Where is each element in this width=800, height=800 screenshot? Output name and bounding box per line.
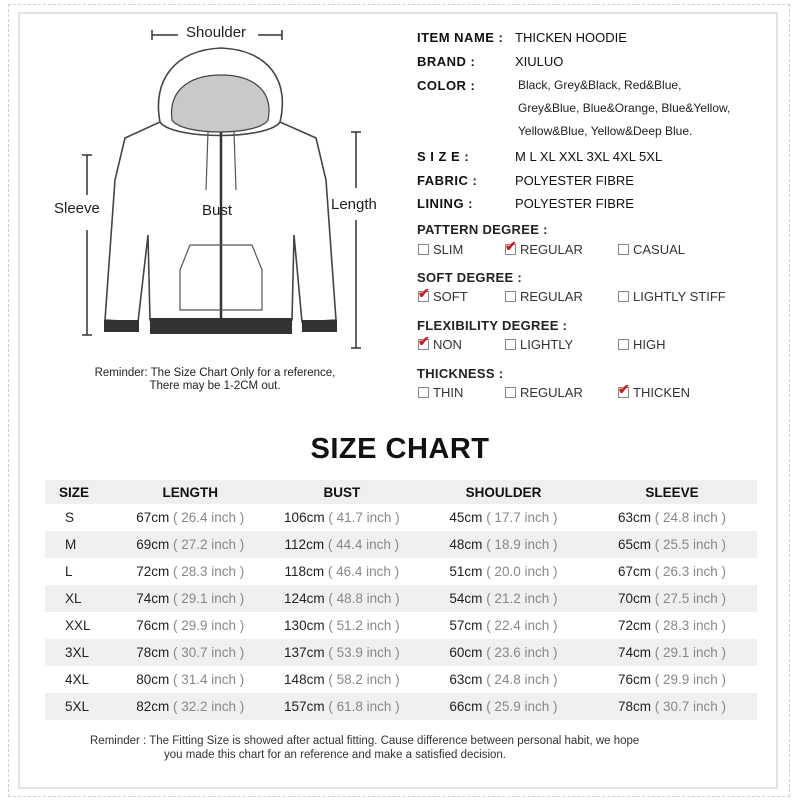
length-cell — [117, 612, 264, 639]
shoulder-cell — [420, 693, 587, 720]
cm-value: 45cm — [449, 510, 483, 525]
soft-option-selected — [418, 285, 468, 304]
table-row — [45, 639, 757, 666]
size-cell: XL — [45, 585, 117, 612]
flex-option — [618, 337, 666, 352]
length-cell — [117, 504, 264, 531]
size-chart-title: SIZE CHART — [310, 433, 490, 465]
spec-key: ITEM NAME : — [417, 30, 504, 45]
inch-value: ( 29.1 inch ) — [654, 645, 727, 660]
thick-option — [418, 385, 463, 400]
option-label: NON — [433, 337, 462, 352]
cm-value: 60cm — [449, 645, 483, 660]
cm-value: 72cm — [136, 564, 170, 579]
option-label: SLIM — [433, 242, 464, 257]
header-length: LENGTH — [117, 480, 264, 504]
color-line-1: Black, Grey&Black, Red&Blue, — [518, 78, 682, 92]
sleeve-cell — [587, 639, 757, 666]
size-cell: XXL — [65, 618, 91, 633]
table-row — [45, 693, 757, 720]
option-label: REGULAR — [520, 385, 583, 400]
inch-value: ( 41.7 inch ) — [328, 510, 400, 525]
bust-cell — [264, 666, 420, 693]
shoulder-cell — [420, 666, 587, 693]
inch-value: ( 29.9 inch ) — [173, 618, 245, 633]
size-table — [45, 480, 757, 720]
sleeve-cell — [587, 585, 757, 612]
inch-value: ( 32.2 inch ) — [173, 699, 245, 714]
cm-value: 69cm — [136, 537, 170, 552]
cm-value: 78cm — [617, 699, 651, 714]
bust-cell — [264, 612, 420, 639]
check-icon: ✔ — [618, 381, 630, 397]
inch-value: ( 21.2 inch ) — [486, 591, 558, 606]
inch-value: ( 51.2 inch ) — [328, 618, 400, 633]
inch-value: ( 29.9 inch ) — [654, 672, 727, 687]
cm-value: 65cm — [617, 537, 651, 552]
shoulder-cell — [420, 504, 587, 531]
option-label: CASUAL — [633, 242, 686, 257]
inch-value: ( 25.5 inch ) — [654, 537, 727, 552]
inch-value: ( 26.3 inch ) — [654, 564, 727, 579]
cm-value: 66cm — [449, 699, 483, 714]
sleeve-cell — [587, 693, 757, 720]
spec-key: S I Z E : — [417, 149, 470, 164]
bust-cell — [264, 693, 420, 720]
spec-size — [417, 149, 662, 164]
shoulder-cell — [420, 639, 587, 666]
spec-value: POLYESTER FIBRE — [515, 196, 634, 211]
inch-value: ( 53.9 inch ) — [328, 645, 400, 660]
flexibility-degree-title: FLEXIBILITY DEGREE : — [417, 318, 568, 333]
cm-value: 63cm — [449, 672, 483, 687]
size-cell: 4XL — [65, 672, 90, 687]
inch-value: ( 46.4 inch ) — [327, 564, 400, 579]
check-icon: ✔ — [418, 333, 430, 349]
header-sleeve: SLEEVE — [587, 480, 757, 504]
inch-value: ( 22.4 inch ) — [486, 618, 558, 633]
cm-value: 74cm — [617, 645, 651, 660]
spec-item-name — [417, 30, 627, 45]
size-cell: M — [45, 531, 117, 558]
inch-value: ( 48.8 inch ) — [328, 591, 400, 606]
inch-value: ( 23.6 inch ) — [486, 645, 558, 660]
spec-key: BRAND : — [417, 54, 476, 69]
thickness-title: THICKNESS : — [417, 366, 504, 381]
soft-degree-title: SOFT DEGREE : — [417, 270, 523, 285]
header-shoulder: SHOULDER — [420, 480, 587, 504]
option-label: LIGHTLY — [520, 337, 574, 352]
size-cell: 3XL — [45, 639, 117, 666]
inch-value: ( 28.3 inch ) — [654, 618, 727, 633]
bust-cell — [264, 585, 420, 612]
cm-value: 54cm — [449, 591, 483, 606]
bust-cell — [264, 639, 420, 666]
sleeve-cell — [587, 558, 757, 585]
sleeve-cell — [587, 531, 757, 558]
spec-color — [417, 78, 515, 93]
inch-value: ( 31.4 inch ) — [173, 672, 245, 687]
pattern-option — [618, 242, 685, 257]
inch-value: ( 27.5 inch ) — [654, 591, 727, 606]
spec-key: COLOR : — [417, 78, 476, 93]
color-line-2: Grey&Blue, Blue&Orange, Blue&Yellow, — [518, 101, 731, 115]
fitting-reminder-line-1: Reminder : The Fitting Size is showed after actual fitting. Cause difference between personal habit, we hope — [90, 735, 640, 747]
fitting-reminder — [90, 734, 730, 762]
cm-value: 78cm — [136, 645, 170, 660]
option-label: LIGHTLY STIFF — [633, 289, 726, 304]
reminder-line-2: There may be 1-2CM out. — [149, 380, 281, 392]
inch-value: ( 24.8 inch ) — [654, 510, 727, 525]
color-line-3: Yellow&Blue, Yellow&Deep Blue. — [518, 124, 693, 138]
inch-value: ( 61.8 inch ) — [328, 699, 400, 714]
bust-cell — [264, 504, 420, 531]
inch-value: ( 30.7 inch ) — [173, 645, 245, 660]
bust-label: Bust — [202, 202, 233, 219]
table-row — [45, 612, 757, 639]
inch-value: ( 27.2 inch ) — [173, 537, 245, 552]
shoulder-label: Shoulder — [186, 24, 247, 41]
check-icon: ✔ — [505, 238, 517, 254]
header-size: SIZE — [45, 480, 117, 504]
shoulder-cell — [420, 585, 587, 612]
size-cell: S — [65, 510, 75, 525]
spec-brand — [417, 54, 563, 69]
shoulder-cell — [420, 612, 587, 639]
option-label: HIGH — [633, 337, 666, 352]
sleeve-cell — [587, 666, 757, 693]
cm-value: 67cm — [617, 564, 651, 579]
bust-cell — [264, 531, 420, 558]
table-header-row — [45, 480, 757, 504]
cm-value: 74cm — [136, 591, 170, 606]
inch-value: ( 24.8 inch ) — [486, 672, 558, 687]
spec-value: THICKEN HOODIE — [515, 30, 627, 45]
shoulder-cell — [420, 531, 587, 558]
cm-value: 82cm — [136, 699, 170, 714]
check-icon: ✔ — [418, 285, 430, 301]
spec-value: POLYESTER FIBRE — [515, 173, 634, 188]
inch-value: ( 18.9 inch ) — [486, 537, 558, 552]
length-cell — [117, 666, 264, 693]
length-label: Length — [331, 196, 377, 213]
thick-option-selected — [618, 381, 691, 400]
length-cell — [117, 639, 264, 666]
length-cell — [117, 693, 264, 720]
cm-value: 157cm — [284, 699, 325, 714]
table-row — [45, 531, 757, 558]
pattern-degree-title: PATTERN DEGREE : — [417, 222, 548, 237]
header-bust: BUST — [264, 480, 420, 504]
soft-option — [505, 289, 583, 304]
size-reminder — [70, 367, 360, 393]
spec-key: FABRIC : — [417, 173, 478, 188]
bust-cell — [264, 558, 420, 585]
size-cell: L — [65, 564, 73, 579]
reminder-line-1: Reminder: The Size Chart Only for a reference, — [94, 367, 336, 379]
spec-fabric — [417, 173, 634, 188]
option-label: THICKEN — [633, 385, 691, 400]
inch-value: ( 17.7 inch ) — [486, 510, 558, 525]
inch-value: ( 29.1 inch ) — [173, 591, 245, 606]
cm-value: 67cm — [136, 510, 170, 525]
cm-value: 130cm — [284, 618, 325, 633]
flex-option — [505, 337, 573, 352]
option-label: REGULAR — [520, 242, 583, 257]
hoodie-illustration — [40, 20, 380, 360]
inch-value: ( 44.4 inch ) — [327, 537, 400, 552]
cm-value: 118cm — [284, 564, 325, 579]
spec-lining — [417, 196, 634, 211]
inch-value: ( 26.4 inch ) — [173, 510, 245, 525]
cm-value: 70cm — [617, 591, 651, 606]
table-row — [45, 504, 757, 531]
sleeve-cell — [587, 504, 757, 531]
sleeve-cell — [587, 612, 757, 639]
flex-option-selected — [418, 333, 462, 352]
spec-key: LINING : — [417, 196, 473, 211]
cm-value: 112cm — [284, 537, 325, 552]
shoulder-cell — [420, 558, 587, 585]
size-cell: 5XL — [45, 693, 117, 720]
thick-option — [505, 385, 583, 400]
option-label: SOFT — [433, 289, 468, 304]
soft-option — [618, 289, 726, 304]
length-cell — [117, 531, 264, 558]
table-row — [45, 585, 757, 612]
inch-value: ( 30.7 inch ) — [654, 699, 727, 714]
table-row — [45, 666, 757, 693]
cm-value: 76cm — [617, 672, 651, 687]
inch-value: ( 28.3 inch ) — [173, 564, 245, 579]
fitting-reminder-line-2: you made this chart for an reference and make a satisfied decision. — [164, 749, 506, 761]
cm-value: 148cm — [284, 672, 325, 687]
option-label: REGULAR — [520, 289, 583, 304]
cm-value: 106cm — [284, 510, 325, 525]
sleeve-label: Sleeve — [54, 200, 100, 217]
cm-value: 80cm — [136, 672, 170, 687]
spec-value: M L XL XXL 3XL 4XL 5XL — [515, 149, 663, 164]
inch-value: ( 58.2 inch ) — [328, 672, 400, 687]
cm-value: 72cm — [617, 618, 651, 633]
table-row — [45, 558, 757, 585]
pattern-option — [418, 242, 463, 257]
inch-value: ( 20.0 inch ) — [486, 564, 558, 579]
pattern-option-selected — [505, 238, 583, 257]
cm-value: 76cm — [136, 618, 170, 633]
length-cell — [117, 558, 264, 585]
option-label: THIN — [433, 385, 464, 400]
length-cell — [117, 585, 264, 612]
cm-value: 63cm — [617, 510, 651, 525]
cm-value: 124cm — [284, 591, 325, 606]
cm-value: 51cm — [449, 564, 483, 579]
spec-value: XIULUO — [515, 54, 564, 69]
inch-value: ( 25.9 inch ) — [486, 699, 558, 714]
cm-value: 48cm — [449, 537, 483, 552]
cm-value: 57cm — [449, 618, 483, 633]
cm-value: 137cm — [284, 645, 325, 660]
